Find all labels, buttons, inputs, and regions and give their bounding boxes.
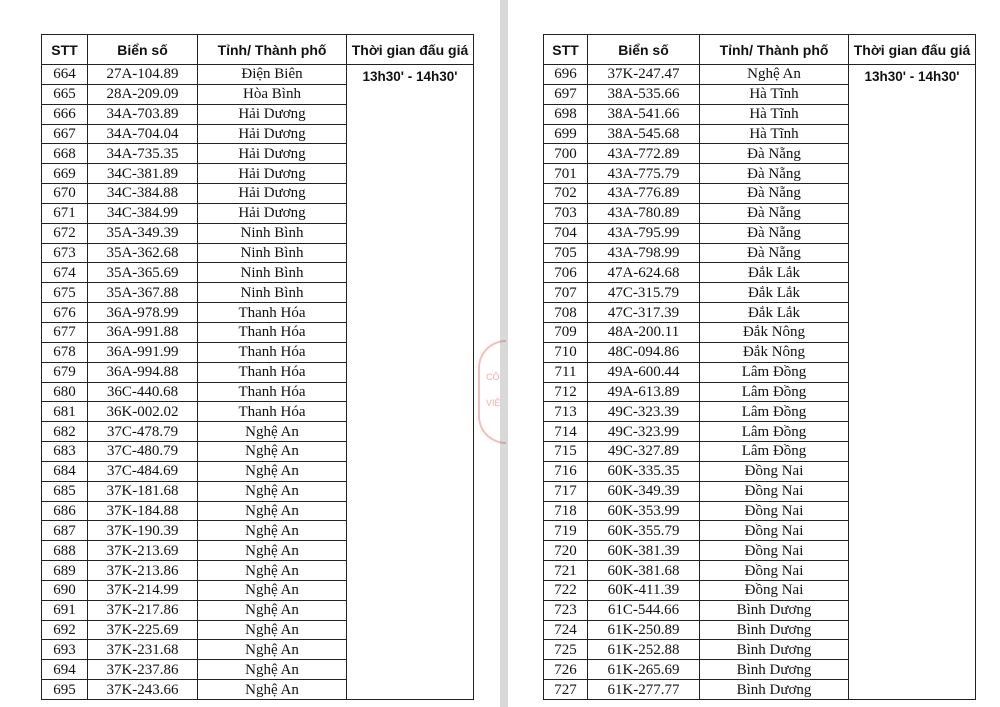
header-plate: Biển số	[88, 35, 198, 65]
plate-cell: 60K-381.39	[588, 541, 700, 561]
stt-cell: 690	[42, 580, 88, 600]
province-cell: Bình Dương	[700, 600, 849, 620]
stt-cell: 712	[544, 382, 588, 402]
stt-cell: 698	[544, 104, 588, 124]
plate-cell: 49C-323.99	[588, 422, 700, 442]
province-cell: Thanh Hóa	[198, 382, 347, 402]
stt-cell: 671	[42, 203, 88, 223]
plate-cell: 61K-277.77	[588, 680, 700, 700]
province-cell: Hải Dương	[198, 164, 347, 184]
province-cell: Nghệ An	[198, 521, 347, 541]
province-cell: Hải Dương	[198, 203, 347, 223]
province-cell: Đồng Nai	[700, 580, 849, 600]
province-cell: Đắk Lắk	[700, 303, 849, 323]
header-stt: STT	[42, 35, 88, 65]
stt-cell: 718	[544, 501, 588, 521]
plate-cell: 38A-545.68	[588, 124, 700, 144]
province-cell: Nghệ An	[198, 541, 347, 561]
stt-cell: 697	[544, 84, 588, 104]
table-row	[544, 65, 976, 85]
province-cell: Đà Nẵng	[700, 223, 849, 243]
province-cell: Nghệ An	[198, 461, 347, 481]
plate-cell: 36A-991.88	[88, 322, 198, 342]
province-cell: Nghệ An	[700, 65, 849, 85]
header-plate: Biển số	[588, 35, 700, 65]
province-cell: Lâm Đồng	[700, 362, 849, 382]
province-cell: Đắk Lắk	[700, 283, 849, 303]
plate-cell: 48A-200.11	[588, 322, 700, 342]
stt-cell: 707	[544, 283, 588, 303]
plate-cell: 60K-353.99	[588, 501, 700, 521]
stt-cell: 701	[544, 164, 588, 184]
stt-cell: 716	[544, 461, 588, 481]
stt-cell: 668	[42, 144, 88, 164]
province-cell: Lâm Đồng	[700, 402, 849, 422]
plate-cell: 37C-480.79	[88, 442, 198, 462]
plate-cell: 36C-440.68	[88, 382, 198, 402]
plate-cell: 43A-795.99	[588, 223, 700, 243]
auction-time-cell: 13h30' - 14h30'	[347, 65, 474, 700]
plate-cell: 43A-776.89	[588, 184, 700, 204]
province-cell: Đà Nẵng	[700, 164, 849, 184]
stt-cell: 719	[544, 521, 588, 541]
stt-cell: 702	[544, 184, 588, 204]
stt-cell: 706	[544, 263, 588, 283]
province-cell: Đồng Nai	[700, 561, 849, 581]
header-province: Tỉnh/ Thành phố	[700, 35, 849, 65]
plate-cell: 35A-365.69	[88, 263, 198, 283]
plate-cell: 37K-247.47	[588, 65, 700, 85]
province-cell: Nghệ An	[198, 580, 347, 600]
stt-cell: 688	[42, 541, 88, 561]
plate-cell: 37K-225.69	[88, 620, 198, 640]
stt-cell: 720	[544, 541, 588, 561]
stt-cell: 666	[42, 104, 88, 124]
header-auction-time: Thời gian đấu giá	[347, 35, 474, 65]
stt-cell: 699	[544, 124, 588, 144]
province-cell: Hải Dương	[198, 144, 347, 164]
plate-table-left	[41, 34, 474, 700]
stt-cell: 675	[42, 283, 88, 303]
plate-cell: 49C-323.39	[588, 402, 700, 422]
province-cell: Đồng Nai	[700, 481, 849, 501]
header-province: Tỉnh/ Thành phố	[198, 35, 347, 65]
plate-cell: 60K-349.39	[588, 481, 700, 501]
plate-cell: 35A-367.88	[88, 283, 198, 303]
plate-cell: 47C-315.79	[588, 283, 700, 303]
stt-cell: 667	[42, 124, 88, 144]
plate-cell: 47C-317.39	[588, 303, 700, 323]
province-cell: Thanh Hóa	[198, 322, 347, 342]
header-stt: STT	[544, 35, 588, 65]
stt-cell: 703	[544, 203, 588, 223]
stt-cell: 691	[42, 600, 88, 620]
table-header-row	[42, 35, 474, 65]
province-cell: Nghệ An	[198, 660, 347, 680]
plate-cell: 37K-184.88	[88, 501, 198, 521]
plate-cell: 61C-544.66	[588, 600, 700, 620]
stt-cell: 696	[544, 65, 588, 85]
plate-cell: 37K-190.39	[88, 521, 198, 541]
province-cell: Đà Nẵng	[700, 184, 849, 204]
stt-cell: 693	[42, 640, 88, 660]
province-cell: Đắk Nông	[700, 322, 849, 342]
stt-cell: 717	[544, 481, 588, 501]
plate-cell: 35A-362.68	[88, 243, 198, 263]
stt-cell: 726	[544, 660, 588, 680]
stt-cell: 673	[42, 243, 88, 263]
province-cell: Đồng Nai	[700, 521, 849, 541]
province-cell: Bình Dương	[700, 660, 849, 680]
province-cell: Đà Nẵng	[700, 243, 849, 263]
plate-cell: 36A-991.99	[88, 342, 198, 362]
province-cell: Nghệ An	[198, 640, 347, 660]
table-body-right	[544, 65, 976, 700]
plate-cell: 34C-384.99	[88, 203, 198, 223]
plate-cell: 60K-355.79	[588, 521, 700, 541]
stt-cell: 679	[42, 362, 88, 382]
province-cell: Hà Tĩnh	[700, 124, 849, 144]
plate-cell: 37K-217.86	[88, 600, 198, 620]
province-cell: Đắk Nông	[700, 342, 849, 362]
stt-cell: 677	[42, 322, 88, 342]
stt-cell: 725	[544, 640, 588, 660]
province-cell: Thanh Hóa	[198, 342, 347, 362]
stamp-text-1: CÔ	[486, 372, 500, 382]
plate-cell: 37K-214.99	[88, 580, 198, 600]
plate-cell: 36A-978.99	[88, 303, 198, 323]
stt-cell: 722	[544, 580, 588, 600]
province-cell: Nghệ An	[198, 501, 347, 521]
plate-cell: 48C-094.86	[588, 342, 700, 362]
plate-cell: 43A-780.89	[588, 203, 700, 223]
plate-cell: 37C-484.69	[88, 461, 198, 481]
right-page	[508, 0, 1000, 707]
stt-cell: 680	[42, 382, 88, 402]
stt-cell: 685	[42, 481, 88, 501]
province-cell: Hà Tĩnh	[700, 104, 849, 124]
plate-table-right	[543, 34, 976, 700]
stt-cell: 715	[544, 442, 588, 462]
province-cell: Đồng Nai	[700, 461, 849, 481]
table-body-left	[42, 65, 474, 700]
province-cell: Thanh Hóa	[198, 362, 347, 382]
province-cell: Nghệ An	[198, 620, 347, 640]
red-stamp-seal	[478, 340, 506, 444]
plate-cell: 34A-704.04	[88, 124, 198, 144]
plate-cell: 37K-243.66	[88, 680, 198, 700]
province-cell: Nghệ An	[198, 442, 347, 462]
stt-cell: 709	[544, 322, 588, 342]
province-cell: Đắk Lắk	[700, 263, 849, 283]
province-cell: Nghệ An	[198, 600, 347, 620]
province-cell: Ninh Bình	[198, 243, 347, 263]
province-cell: Hải Dương	[198, 124, 347, 144]
stt-cell: 686	[42, 501, 88, 521]
province-cell: Đà Nẵng	[700, 144, 849, 164]
province-cell: Bình Dương	[700, 620, 849, 640]
stt-cell: 714	[544, 422, 588, 442]
stt-cell: 711	[544, 362, 588, 382]
province-cell: Ninh Bình	[198, 263, 347, 283]
stt-cell: 689	[42, 561, 88, 581]
stt-cell: 721	[544, 561, 588, 581]
province-cell: Thanh Hóa	[198, 303, 347, 323]
province-cell: Ninh Bình	[198, 283, 347, 303]
stt-cell: 710	[544, 342, 588, 362]
province-cell: Nghệ An	[198, 680, 347, 700]
stt-cell: 708	[544, 303, 588, 323]
plate-cell: 49A-613.89	[588, 382, 700, 402]
plate-cell: 37K-181.68	[88, 481, 198, 501]
province-cell: Ninh Bình	[198, 223, 347, 243]
province-cell: Nghệ An	[198, 422, 347, 442]
stamp-text-2: VIỆ	[486, 398, 501, 408]
stt-cell: 695	[42, 680, 88, 700]
stt-cell: 664	[42, 65, 88, 85]
stt-cell: 672	[42, 223, 88, 243]
plate-cell: 60K-381.68	[588, 561, 700, 581]
stt-cell: 681	[42, 402, 88, 422]
province-cell: Đồng Nai	[700, 541, 849, 561]
plate-cell: 37K-231.68	[88, 640, 198, 660]
auction-time-cell: 13h30' - 14h30'	[849, 65, 976, 700]
stt-cell: 683	[42, 442, 88, 462]
plate-cell: 36K-002.02	[88, 402, 198, 422]
province-cell: Bình Dương	[700, 640, 849, 660]
plate-cell: 43A-772.89	[588, 144, 700, 164]
table-row	[42, 65, 474, 85]
stt-cell: 692	[42, 620, 88, 640]
stt-cell: 674	[42, 263, 88, 283]
stt-cell: 727	[544, 680, 588, 700]
province-cell: Điện Biên	[198, 65, 347, 85]
plate-cell: 37K-213.69	[88, 541, 198, 561]
plate-cell: 60K-411.39	[588, 580, 700, 600]
stt-cell: 682	[42, 422, 88, 442]
plate-cell: 34C-381.89	[88, 164, 198, 184]
stt-cell: 665	[42, 84, 88, 104]
plate-cell: 43A-798.99	[588, 243, 700, 263]
plate-cell: 34A-703.89	[88, 104, 198, 124]
plate-cell: 38A-535.66	[588, 84, 700, 104]
plate-cell: 60K-335.35	[588, 461, 700, 481]
province-cell: Hải Dương	[198, 104, 347, 124]
stt-cell: 723	[544, 600, 588, 620]
stt-cell: 705	[544, 243, 588, 263]
stt-cell: 684	[42, 461, 88, 481]
plate-cell: 49C-327.89	[588, 442, 700, 462]
province-cell: Hòa Bình	[198, 84, 347, 104]
stt-cell: 670	[42, 184, 88, 204]
plate-cell: 36A-994.88	[88, 362, 198, 382]
province-cell: Lâm Đồng	[700, 422, 849, 442]
stt-cell: 669	[42, 164, 88, 184]
stt-cell: 678	[42, 342, 88, 362]
stt-cell: 700	[544, 144, 588, 164]
plate-cell: 34A-735.35	[88, 144, 198, 164]
province-cell: Nghệ An	[198, 561, 347, 581]
province-cell: Nghệ An	[198, 481, 347, 501]
plate-cell: 43A-775.79	[588, 164, 700, 184]
province-cell: Bình Dương	[700, 680, 849, 700]
table-header-row	[544, 35, 976, 65]
plate-cell: 61K-250.89	[588, 620, 700, 640]
stt-cell: 713	[544, 402, 588, 422]
plate-cell: 27A-104.89	[88, 65, 198, 85]
plate-cell: 37K-237.86	[88, 660, 198, 680]
province-cell: Hải Dương	[198, 184, 347, 204]
plate-cell: 38A-541.66	[588, 104, 700, 124]
plate-cell: 61K-252.88	[588, 640, 700, 660]
stt-cell: 704	[544, 223, 588, 243]
stt-cell: 694	[42, 660, 88, 680]
stt-cell: 676	[42, 303, 88, 323]
province-cell: Đồng Nai	[700, 501, 849, 521]
province-cell: Lâm Đồng	[700, 382, 849, 402]
plate-cell: 34C-384.88	[88, 184, 198, 204]
plate-cell: 47A-624.68	[588, 263, 700, 283]
stt-cell: 687	[42, 521, 88, 541]
province-cell: Thanh Hóa	[198, 402, 347, 422]
plate-cell: 49A-600.44	[588, 362, 700, 382]
province-cell: Lâm Đồng	[700, 442, 849, 462]
province-cell: Hà Tĩnh	[700, 84, 849, 104]
plate-cell: 28A-209.09	[88, 84, 198, 104]
plate-cell: 61K-265.69	[588, 660, 700, 680]
plate-cell: 37C-478.79	[88, 422, 198, 442]
plate-cell: 37K-213.86	[88, 561, 198, 581]
header-auction-time: Thời gian đấu giá	[849, 35, 976, 65]
stt-cell: 724	[544, 620, 588, 640]
plate-cell: 35A-349.39	[88, 223, 198, 243]
province-cell: Đà Nẵng	[700, 203, 849, 223]
